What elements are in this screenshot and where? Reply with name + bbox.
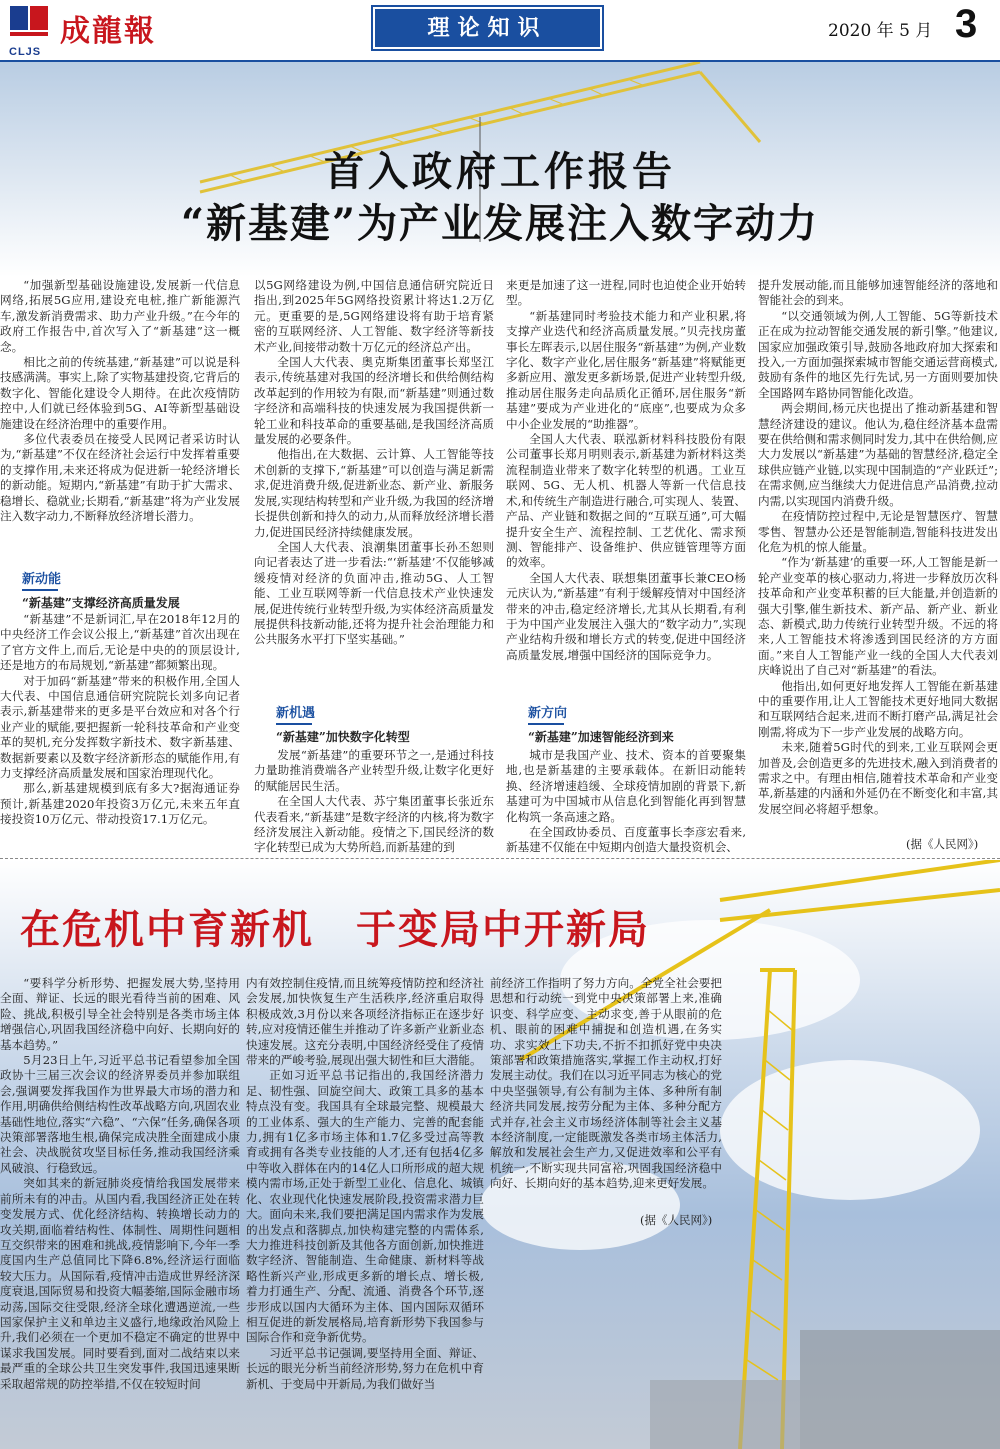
paragraph: 全国人大代表、联泓新材料科技股份有限公司董事长郑月明则表示,新基建为新材料这类流程制造业带来了数字化转型的机遇。工业互联网、5G、无人机、机器人等新一代信息技术,和传统生产制造进行融合,可实现人、装置、产品、产业链和数据之间的“互联互通”,可大幅提升安全生产、流程控制、工艺优化、需求预测、智能排产、设备维护、供应链管理等方面的效率。 bbox=[506, 432, 746, 570]
article1-column-1 bbox=[0, 278, 240, 525]
paragraph: 内有效控制住疫情,而且统筹疫情防控和经济社会发展,加快恢复生产生活秩序,经济重启取得积极成效,3月份以来各项经济指标正在逐步好转,应对疫情还催生并推动了许多新产业新业态快速发展。这充分表明,中国经济经受住了疫情带来的严峻考验,展现出强大韧性和巨大潜能。 bbox=[246, 976, 484, 1068]
paragraph: 提升发展动能,而且能够加速智能经济的落地和智能社会的到来。 bbox=[758, 278, 998, 308]
article1-column-3b bbox=[506, 748, 746, 856]
paragraph: 城市是我国产业、技术、资本的首要聚集地,也是新基建的主要承载体。在新旧动能转换、经济增速趋缓、全球疫情加剧的背景下,新基建可为中国城市从信息化到智能化再到智慧化构筑一条高速之路。 bbox=[506, 748, 746, 824]
paragraph: “以交通领域为例,人工智能、5G等新技术正在成为拉动智能交通发展的新引擎。”他建议,国家应加强政策引导,鼓励各地政府加大探索和投入,一方面加强探索城市智能交通运营商模式,鼓励有条件的地区先行先试,另一方面则要加快全国路网车路协同智能化改造。 bbox=[758, 308, 998, 400]
paragraph: 未来,随着5G时代的到来,工业互联网会更加普及,会创造更多的先进技术,融入到消费者的需求之中。有理由相信,随着技术革命和产业变革,新基建的内涵和外延仍在不断变化和丰富,其发展空间必将超乎想象。 bbox=[758, 740, 998, 816]
paragraph: 发展“新基建”的重要环节之一,是通过科技力量助推消费端各产业转型升级,让数字化更好的赋能居民生活。 bbox=[254, 748, 494, 793]
paragraph: 对于加码“新基建”带来的积极作用,全国人大代表、中国信息通信研究院院长刘多向记者表示,新基建带来的更多是平台效应和对各个行业产业的赋能,要把握新一轮科技革命和产业变革的契机,充分发挥数字新技术、数字新基建、数据新要素以及数字经济新形态的赋能作用,有力支撑经济高质量发展和国家治理现代化。 bbox=[0, 673, 240, 781]
paragraph: 正如习近平总书记指出的,我国经济潜力足、韧性强、回旋空间大、政策工具多的基本特点没有变。我国具有全球最完整、规模最大的工业体系、强大的生产能力、完善的配套能力,拥有1亿多市场主体和1.7亿多受过高等教育或拥有各类专业技能的人才,还有包括4亿多中等收入群体在内的14亿人口所形成的超大规模内需市场,正处于新型工业化、信息化、城镇化、农业现代化快速发展阶段,投资需求潜力巨大。面向未来,我们要把满足国内需求作为发展的出发点和落脚点,加快构建完整的内需体系,大力推进科技创新及其他各方面创新,加快推进数字经济、智能制造、生命健康、新材料等战略性新兴产业,形成更多新的增长点、增长极,着力打通生产、分配、流通、消费各个环节,逐步形成以国内大循环为主体、国内国际双循环相互促进的新发展格局,培育新形势下我国参与国际合作和竞争新优势。 bbox=[246, 1068, 484, 1345]
logo-abbreviation: CLJS bbox=[9, 46, 42, 58]
paragraph: 全国人大代表、浪潮集团董事长孙丕恕则向记者表达了进一步看法:“‘新基建’不仅能够减缓疫情对经济的负面冲击,推动5G、人工智能、工业互联网等新一代信息技术产业快速发展,促进传统行业转型升级,为实体经济高质量发展提供科技新动能,还将为提升社会治理能力和公共服务水平打下坚实基础。” bbox=[254, 539, 494, 647]
paragraph: “新基建”不是新词汇,早在2018年12月的中央经济工作会议公报上,“新基建”首次出现在了官方文件上,而后,无论是中央的的顶层设计,还是地方的布局规划,“新基建”都频繁出现。 bbox=[0, 612, 240, 673]
paragraph: 全国人大代表、奥克斯集团董事长郑坚江表示,传统基建对我国的经济增长和供给侧结构改革起到的作用较为有限,而“新基建”则通过数字经济和高端科技的快速发展为我国提供新一轮工业和科技革命的重要基础,是我国经济高质量发展的必要条件。 bbox=[254, 355, 494, 447]
paragraph: “要科学分析形势、把握发展大势,坚持用全面、辩证、长远的眼光看待当前的困难、风险、挑战,积极引导全社会特别是各类市场主体增强信心,巩固我国经济稳中向好、长期向好的基本趋势。” bbox=[0, 976, 240, 1052]
paragraph: 来更是加速了这一进程,同时也迫使企业开始转型。 bbox=[506, 278, 746, 308]
paragraph: “作为‘新基建’的重要一环,人工智能是新一轮产业变革的核心驱动力,将进一步释放历次科技革命和产业变革积蓄的巨大能量,并创造新的强大引擎,催生新技术、新产品、新产业、新业态、新模式,助力传统行业转型升级。不远的将来,人工智能技术将渗透到国民经济的方方面面。”来自人工智能产业一线的全国人大代表刘庆峰说出了自己对“新基建”的看法。 bbox=[758, 555, 998, 678]
article1-column-4 bbox=[758, 278, 998, 817]
article1-column-2 bbox=[254, 278, 494, 648]
paragraph: “加强新型基础设施建设,发展新一代信息网络,拓展5G应用,建设充电桩,推广新能源汽车,激发新消费需求、助力产业升级。”在今年的政府工作报告中,首次写入了“新基建”这一概念。 bbox=[0, 278, 240, 354]
subheading-kicker: 新方向 bbox=[528, 706, 568, 721]
paragraph: 突如其来的新冠肺炎疫情给我国发展带来前所未有的冲击。从国内看,我国经济正处在转变发展方式、优化经济结构、转换增长动力的攻关期,面临着结构性、体制性、周期性问题相互交织带来的困难和挑战,疫情影响下,今年一季度国内生产总值同比下降6.8%,经济运行面临较大压力。从国际看,疫情冲击造成世界经济深度衰退,国际贸易和投资大幅萎缩,国际金融市场动荡,国际交往受限,经济全球化遭遇逆流,一些国家保护主义和单边主义盛行,地缘政治风险上升,我们必须在一个更加不稳定不确定的世界中谋求我国发展。同时要看到,面对二战结束以来最严重的全球公共卫生突发事件,我国迅速果断采取超常规的防控举措,不仅在较短时间 bbox=[0, 1176, 240, 1391]
paragraph: “新基建同时考验技术能力和产业积累,将支撑产业迭代和经济高质量发展。”贝壳找房董事长左晖表示,以居住服务“新基建”为例,产业数字化、数字产业化,居住服务“新基建”将赋能更多新应用、激发更多新场景,促进产业转型升级,推动居住服务走向品质化正循环,居住服务“新基建”要成为产业进化的“底座”,也要成为众多中小企业发展的“助推器”。 bbox=[506, 308, 746, 431]
article2-source: (据《人民网》) bbox=[640, 1213, 713, 1227]
paragraph: 他指出,在大数据、云计算、人工智能等技术创新的支撑下,“新基建”可以创造与满足新需求,促进消费升级,促进新业态、新产业、新服务发展,实现结构转型和产业升级,为我国的经济增长提供创新和持久的动力,从而释放经济增长潜力,促进国民经济持续健康发展。 bbox=[254, 447, 494, 539]
paragraph: 5月23日上午,习近平总书记看望参加全国政协十三届三次会议的经济界委员并参加联组会,强调要发挥我国作为世界最大市场的潜力和作用,明确供给侧结构性改革战略方向,巩固农业基础性地位,落实“六稳”、“六保”任务,确保各项决策部署落地生根,确保完成决胜全面建成小康社会、决战脱贫攻坚目标任务,推动我国经济乘风破浪、行稳致远。 bbox=[0, 1053, 240, 1175]
paragraph: 两会期间,杨元庆也提出了推动新基建和智慧经济建设的建议。他认为,稳住经济基本盘需要在供给侧和需求侧同时发力,其中在供给侧,应大力发展以“新基建”为基础的智慧经济,稳定全球供应链产业链,以实现中国制造的“产业跃迁”;在需求侧,应当继续大力促进信息产品消费,拉动内需,以实现国内消费升级。 bbox=[758, 401, 998, 508]
subheading-new-direction bbox=[528, 702, 748, 745]
article1-title-line1: 首入政府工作报告 bbox=[324, 148, 676, 195]
paragraph: 那么,新基建规模到底有多大?据海通证券预计,新基建2020年投资3万亿元,未来五年直接投资10万亿元、带动投资17.1万亿元。 bbox=[0, 781, 240, 827]
subheading-new-opportunity bbox=[276, 702, 496, 745]
subheading-kicker: 新机遇 bbox=[276, 706, 316, 721]
masthead: 成龍報 bbox=[60, 14, 156, 49]
article2-column-1 bbox=[0, 976, 240, 1392]
subheading-new-momentum bbox=[22, 568, 242, 611]
section-title: 理论知识 bbox=[373, 7, 602, 49]
article2-column-2 bbox=[246, 976, 484, 1392]
subheading-title: “新基建”加速智能经济到来 bbox=[528, 730, 674, 744]
paragraph: 全国人大代表、联想集团董事长兼CEO杨元庆认为,“新基建”有利于缓解疫情对中国经济带来的冲击,稳定经济增长,尤其从长期看,有利于为中国产业发展注入强大的“数字动力”,实现产业结构升级和增长方式的转变,促进中国经济高质量发展,增强中国经济的国际竞争力。 bbox=[506, 570, 746, 662]
page-number: 3 bbox=[955, 2, 978, 46]
paragraph: 他指出,如何更好地发挥人工智能在新基建中的重要作用,让人工智能技术更好地同大数据和互联网结合起来,进而不断打磨产品,满足社会刚需,将成为下一步产业发展的战略方向。 bbox=[758, 678, 998, 739]
paragraph: 相比之前的传统基建,“新基建”可以说是科技感满满。事实上,除了实物基建投资,它背后的数字化、智能化建设令人期待。在此次疫情防控中,人们就已经体验到5G、AI等新型基础设施建设在经济治理中的重要作用。 bbox=[0, 355, 240, 431]
paragraph: 在疫情防控过程中,无论是智慧医疗、智慧零售、智慧办公还是智能制造,智能科技进发出化危为机的惊人能量。 bbox=[758, 509, 998, 554]
paragraph: 在全国人大代表、苏宁集团董事长张近东代表看来,“新基建”是数字经济的内核,将为数字经济发展注入新动能。疫情之下,国民经济的数字化转型已成为大势所趋,而新基建的到 bbox=[254, 794, 494, 855]
page-header bbox=[0, 0, 1000, 62]
article1-title-line2: “新基建”为产业发展注入数字动力 bbox=[180, 200, 819, 247]
paragraph: 在全国政协委员、百度董事长李彦宏看来,新基建不仅能在中短期内创造大量投资机会、 bbox=[506, 825, 746, 855]
article1-column-1b bbox=[0, 612, 240, 828]
article2-title: 在危机中育新机 于变局中开新局 bbox=[20, 906, 650, 953]
article1-column-3 bbox=[506, 278, 746, 663]
paragraph: 前经济工作指明了努力方向。全党全社会要把思想和行动统一到党中央决策部署上来,准确识变、科学应变、主动求变,善于从眼前的危机、眼前的困难中捕捉和创造机遇,在务实功、求实效上下功夫,不折不扣抓好党中央决策部署和政策措施落实,掌握工作主动权,打好发展主动仗。我们在以习近平同志为核心的党中央坚强领导,有公有制为主体、多种所有制经济共同发展,按劳分配为主体、多种分配方式并存,社会主义市场经济体制等社会主义基本经济制度,一定能既激发各类市场主体活力,解放和发展社会生产力,又促进效率和公平有机统一,不断实现共同富裕,巩固我国经济稳中向好、长期向好的基本趋势,迎来更好发展。 bbox=[490, 976, 722, 1191]
article2-column-3 bbox=[490, 976, 722, 1192]
paragraph: 多位代表委员在接受人民网记者采访时认为,“新基建”不仅在经济社会运行中发挥着重要的支撑作用,未来还将成为促进新一轮经济增长的新动能。短期内,“新基建”有助于扩大需求、稳增长、稳就业;长期看,“新基建”将为产业发展注入数字动力,不断释放经济增长潜力。 bbox=[0, 432, 240, 524]
article1-column-2b bbox=[254, 748, 494, 856]
subheading-kicker: 新动能 bbox=[22, 572, 62, 587]
article1-source: (据《人民网》) bbox=[906, 837, 979, 851]
subheading-title: “新基建”支撑经济高质量发展 bbox=[22, 596, 180, 610]
paragraph: 习近平总书记强调,要坚持用全面、辩证、长远的眼光分析当前经济形势,努力在危机中育新机、于变局中开新局,为我们做好当 bbox=[246, 1345, 484, 1391]
newspaper-logo bbox=[10, 6, 50, 46]
paragraph: 以5G网络建设为例,中国信息通信研究院近日指出,到2025年5G网络投资累计将达1.2万亿元。更重要的是,5G网络建设将有助于培育紧密的互联网经济、人工智能、数字经济等新技术产业,间接带动数十万亿元的经济总产出。 bbox=[254, 278, 494, 354]
publication-date: 2020 年 5 月 bbox=[828, 21, 933, 41]
subheading-title: “新基建”加快数字化转型 bbox=[276, 730, 410, 744]
